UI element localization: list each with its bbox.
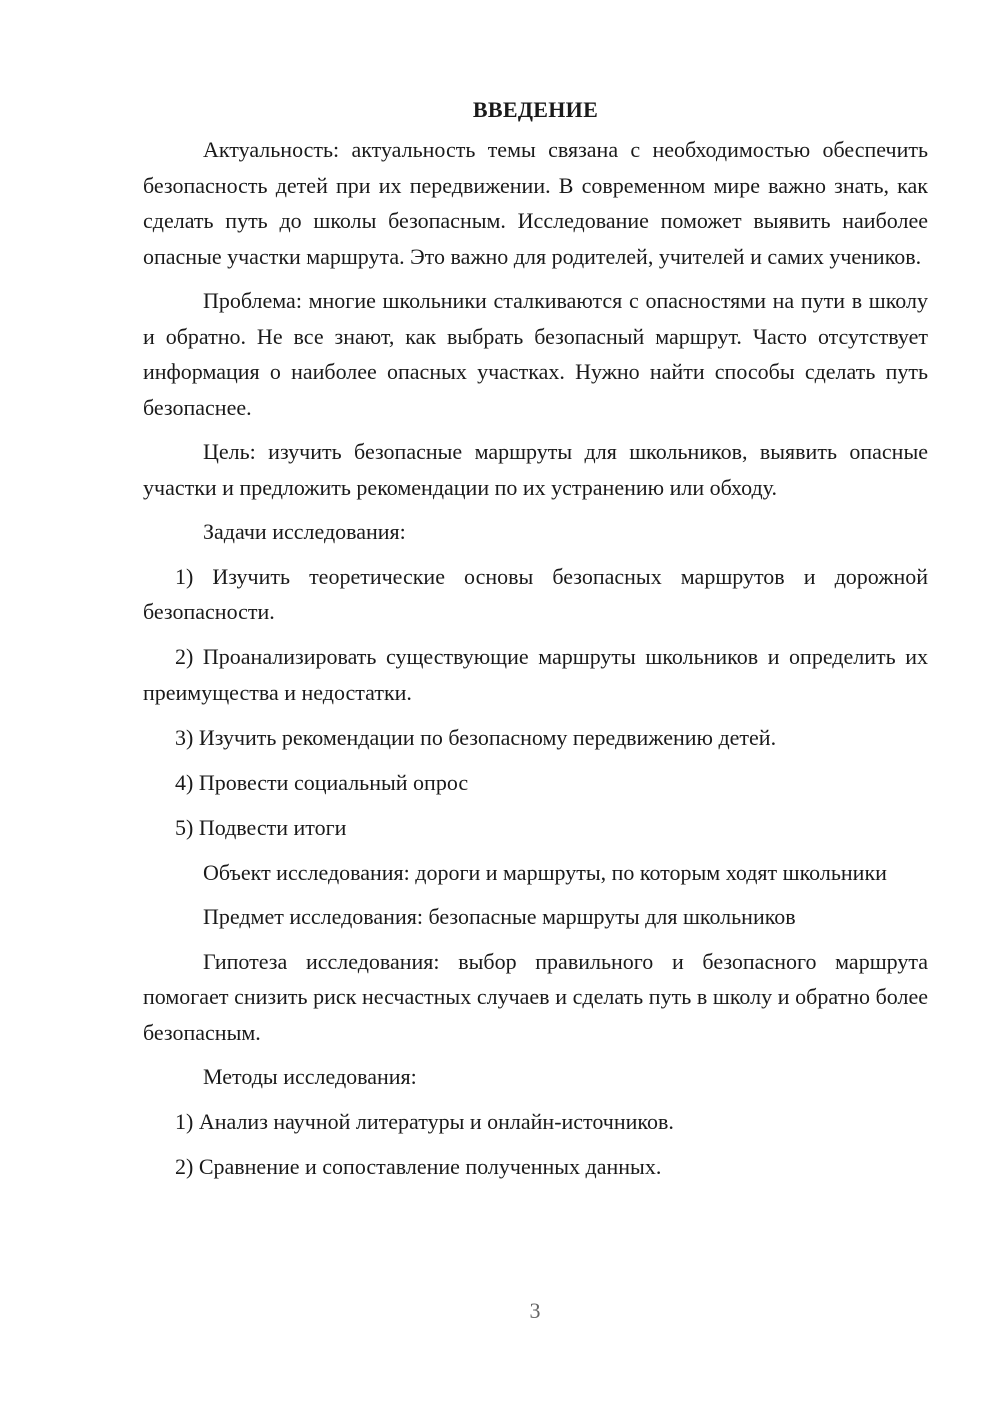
task-item-1: 1) Изучить теоретические основы безопасных маршрутов и дорожной безопасности. [143,563,928,624]
method-item-2: 2) Сравнение и сопоставление полученных данных. [175,1153,662,1179]
object-paragraph: Объект исследования: дороги и маршруты, по которым ходят школьники [203,859,887,885]
document-page [143,92,928,1194]
task-item-4: 4) Провести социальный опрос [175,769,469,795]
task-item-3: 3) Изучить рекомендации по безопасному передвижению детей. [175,724,777,750]
method-item-1: 1) Анализ научной литературы и онлайн-источников. [175,1108,674,1134]
problem-paragraph: Проблема: многие школьники сталкиваются с опасностями на пути в школу и обратно. Не все знают, как выбрать безопасный маршрут. Часто отсутствует информация о наиболее опасных участках. Нужно найти способы сделать путь безопаснее. [143,288,928,420]
hypothesis-paragraph: Гипотеза исследования: выбор правильного и безопасного маршрута помогает снизить риск несчастных случаев и сделать путь в школу и обратно более безопасным. [143,948,928,1045]
tasks-heading: Задачи исследования: [203,519,406,544]
task-item-5: 5) Подвести итоги [175,814,347,840]
task-item-2: 2) Проанализировать существующие маршруты школьников и определить их преимущества и недостатки. [143,644,928,705]
goal-paragraph: Цель: изучить безопасные маршруты для школьников, выявить опасные участки и предложить рекомендации по их устранению или обходу. [143,439,928,500]
page-title: ВВЕДЕНИЕ [472,97,599,122]
page-number: 3 [529,1298,541,1323]
subject-paragraph: Предмет исследования: безопасные маршруты для школьников [203,904,796,929]
relevance-paragraph: Актуальность: актуальность темы связана с необходимостью обеспечить безопасность детей при их передвижении. В современном мире важно знать, как сделать путь до школы безопасным. Исследование поможет выявить наиболее опасные участки маршрута. Это важно для родителей, учителей и самих учеников. [143,137,928,269]
methods-heading: Методы исследования: [203,1064,417,1089]
